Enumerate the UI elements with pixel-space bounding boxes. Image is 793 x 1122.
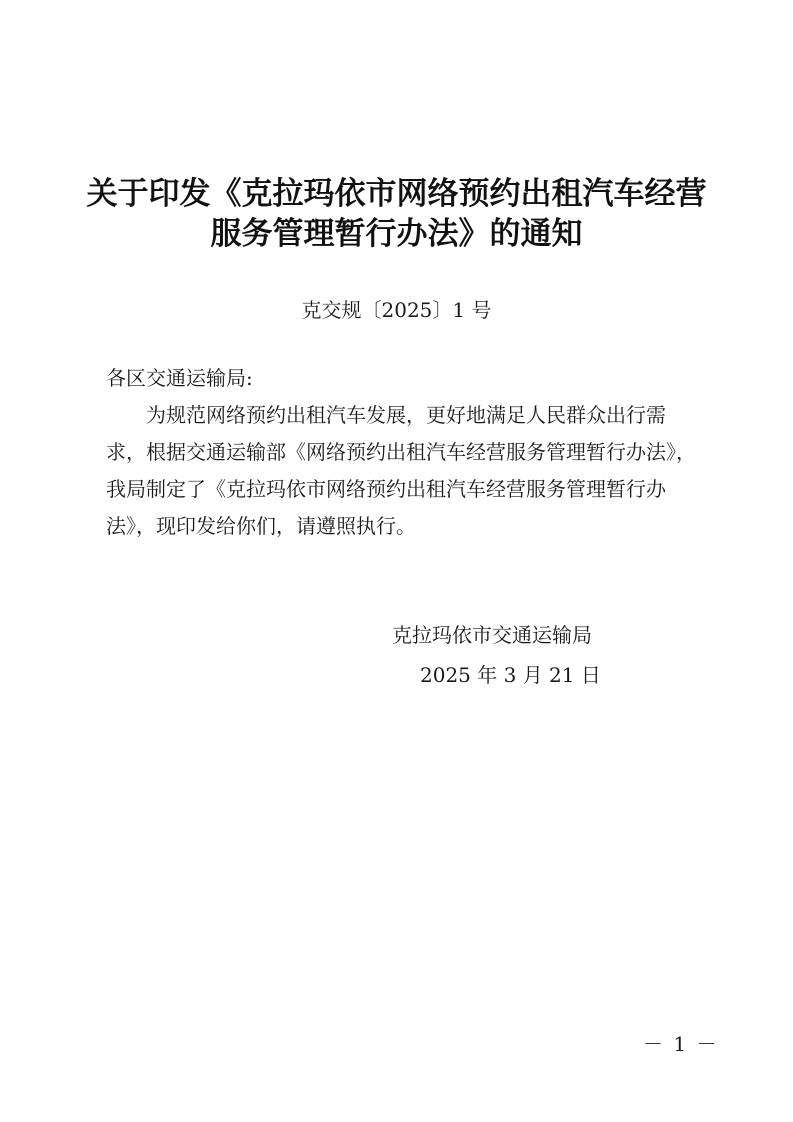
page-number: － 1 － xyxy=(643,1032,719,1056)
body-paragraph-line: 我局制定了《克拉玛依市网络预约出租汽车经营服务管理暂行办 xyxy=(106,477,666,501)
document-title-line-1: 关于印发《克拉玛依市网络预约出租汽车经营 xyxy=(86,176,707,212)
document-title-line-2: 服务管理暂行办法》的通知 xyxy=(210,216,583,252)
body-paragraph-line: 求，根据交通运输部《网络预约出租汽车经营服务管理暂行办法》， xyxy=(106,440,696,464)
document-number: 克交规〔2025〕1 号 xyxy=(301,298,492,322)
salutation: 各区交通运输局: xyxy=(106,366,253,390)
signature-organization: 克拉玛依市交通运输局 xyxy=(392,623,592,647)
body-paragraph-line: 为规范网络预约出租汽车发展，更好地满足人民群众出行需 xyxy=(146,403,666,427)
body-paragraph-line: 法》，现印发给你们，请遵照执行。 xyxy=(106,514,416,538)
signature-date: 2025 年 3 月 21 日 xyxy=(420,663,601,687)
